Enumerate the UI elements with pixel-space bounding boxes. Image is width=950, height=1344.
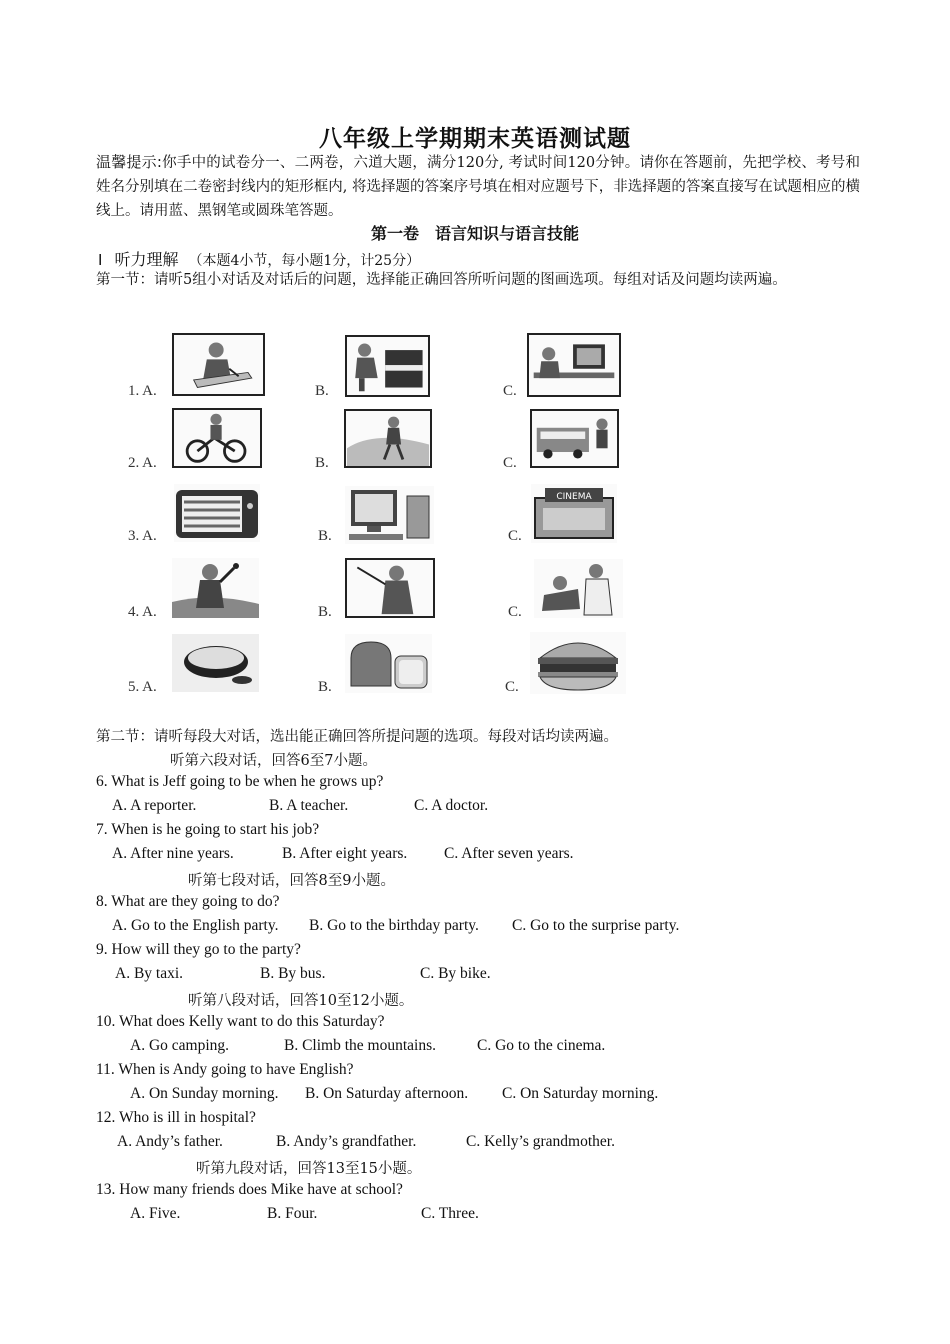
section1-instructions: 第一节：请听5组小对话及对话后的问题，选择能正确回答所听问题的图画选项。每组对话及问题均读两遍。 — [96, 272, 787, 288]
girl-with-bike-icon — [172, 408, 262, 468]
option-c: C. Go to the surprise party. — [512, 917, 680, 934]
option-a: A. On Sunday morning. — [130, 1085, 279, 1102]
page-title: 八年级上学期期末英语测试题 — [319, 126, 631, 152]
option-c: C. Three. — [421, 1205, 479, 1222]
question-text: 13. How many friends does Mike have at school? — [96, 1181, 403, 1198]
option-c: C. Go to the cinema. — [477, 1037, 606, 1054]
row4-label-c: C. — [508, 604, 522, 620]
option-a: A. After nine years. — [112, 845, 234, 862]
question-text: 7. When is he going to start his job? — [96, 821, 320, 838]
option-b: B. After eight years. — [282, 845, 408, 862]
row3-label-b: B. — [318, 528, 332, 544]
question-text: 10. What does Kelly want to do this Saturday? — [96, 1013, 385, 1030]
boy-watching-tv-icon — [527, 333, 621, 397]
cinema-icon — [531, 484, 617, 543]
tv-icon — [174, 484, 260, 542]
part-number: Ⅰ — [98, 251, 103, 269]
row4-label-a: 4. A. — [128, 604, 157, 620]
girl-walking-icon — [344, 409, 432, 468]
option-b: B. Go to the birthday party. — [309, 917, 479, 934]
question-text: 9. How will they go to the party? — [96, 941, 301, 958]
row1-label-a: 1. A. — [128, 383, 157, 399]
option-a: A. By taxi. — [115, 965, 184, 982]
option-a: A. Andy’s father. — [117, 1133, 223, 1150]
doctor-icon — [534, 559, 623, 618]
cinema-sign-text: CINEMA — [556, 492, 592, 502]
hamburger-icon — [530, 632, 626, 694]
boy-playing-piano-icon — [345, 335, 430, 397]
option-b: B. Four. — [267, 1205, 318, 1222]
row2-label-b: B. — [315, 455, 329, 471]
notice-text: 你手中的试卷分一、二两卷，六道大题，满分120分, 考试时间120分钟。请你在答题前，先把学校、考号和姓名分别填在二卷密封线内的矩形框内, 将选择题的答案序号填在相对应题号下，非选择题的答案直接写在试题相应的横线上。请用蓝、黑钢笔或圆珠笔答题。 — [96, 155, 860, 219]
option-c: C. By bike. — [420, 965, 491, 982]
question-text: 6. What is Jeff going to be when he grows up? — [96, 773, 384, 790]
reporter-icon — [172, 558, 259, 618]
row5-label-c: C. — [505, 679, 519, 695]
rice-bowl-icon — [172, 634, 259, 692]
section2-instructions: 第二节：请听每段大对话，选出能正确回答所提问题的选项。每段对话均读两遍。 — [96, 729, 618, 745]
dialogue-instruction: 听第八段对话，回答10至12小题。 — [188, 993, 414, 1009]
row1-label-b: B. — [315, 383, 329, 399]
part-heading — [98, 247, 420, 270]
option-b: B. On Saturday afternoon. — [305, 1085, 469, 1102]
notice-paragraph — [96, 150, 860, 223]
option-a: A. A reporter. — [112, 797, 197, 814]
volume-heading: 第一卷 语言知识与语言技能 — [370, 224, 579, 243]
question-text: 11. When is Andy going to have English? — [96, 1061, 354, 1078]
row2-label-a: 2. A. — [128, 455, 157, 471]
dialogue-instruction: 听第六段对话，回答6至7小题。 — [170, 753, 377, 769]
row5-label-b: B. — [318, 679, 332, 695]
option-b: B. Climb the mountains. — [284, 1037, 436, 1054]
option-b: B. By bus. — [260, 965, 326, 982]
part-note: （本题4小节，每小题1分，计25分） — [188, 253, 421, 269]
notice-label: 温馨提示: — [96, 153, 162, 171]
question-text: 8. What are they going to do? — [96, 893, 280, 910]
bread-icon — [345, 634, 432, 693]
row3-label-c: C. — [508, 528, 522, 544]
option-b: B. Andy’s grandfather. — [276, 1133, 417, 1150]
part-name: 听力理解 — [114, 250, 179, 269]
girl-writing-icon — [172, 333, 265, 396]
option-c: C. After seven years. — [444, 845, 574, 862]
teacher-icon — [345, 558, 435, 618]
row1-label-c: C. — [503, 383, 517, 399]
row3-label-a: 3. A. — [128, 528, 157, 544]
row2-label-c: C. — [503, 455, 517, 471]
option-a: A. Go to the English party. — [112, 917, 279, 934]
computer-icon — [345, 486, 434, 544]
question-text: 12. Who is ill in hospital? — [96, 1109, 256, 1126]
option-a: A. Go camping. — [130, 1037, 230, 1054]
dialogue-instruction: 听第七段对话，回答8至9小题。 — [188, 873, 395, 889]
option-a: A. Five. — [130, 1205, 181, 1222]
option-c: C. On Saturday morning. — [502, 1085, 659, 1102]
girl-by-bus-icon — [530, 409, 619, 468]
option-c: C. Kelly’s grandmother. — [466, 1133, 615, 1150]
option-c: C. A doctor. — [414, 797, 489, 814]
option-b: B. A teacher. — [269, 797, 349, 814]
dialogue-instruction: 听第九段对话，回答13至15小题。 — [196, 1161, 422, 1177]
row5-label-a: 5. A. — [128, 679, 157, 695]
row4-label-b: B. — [318, 604, 332, 620]
